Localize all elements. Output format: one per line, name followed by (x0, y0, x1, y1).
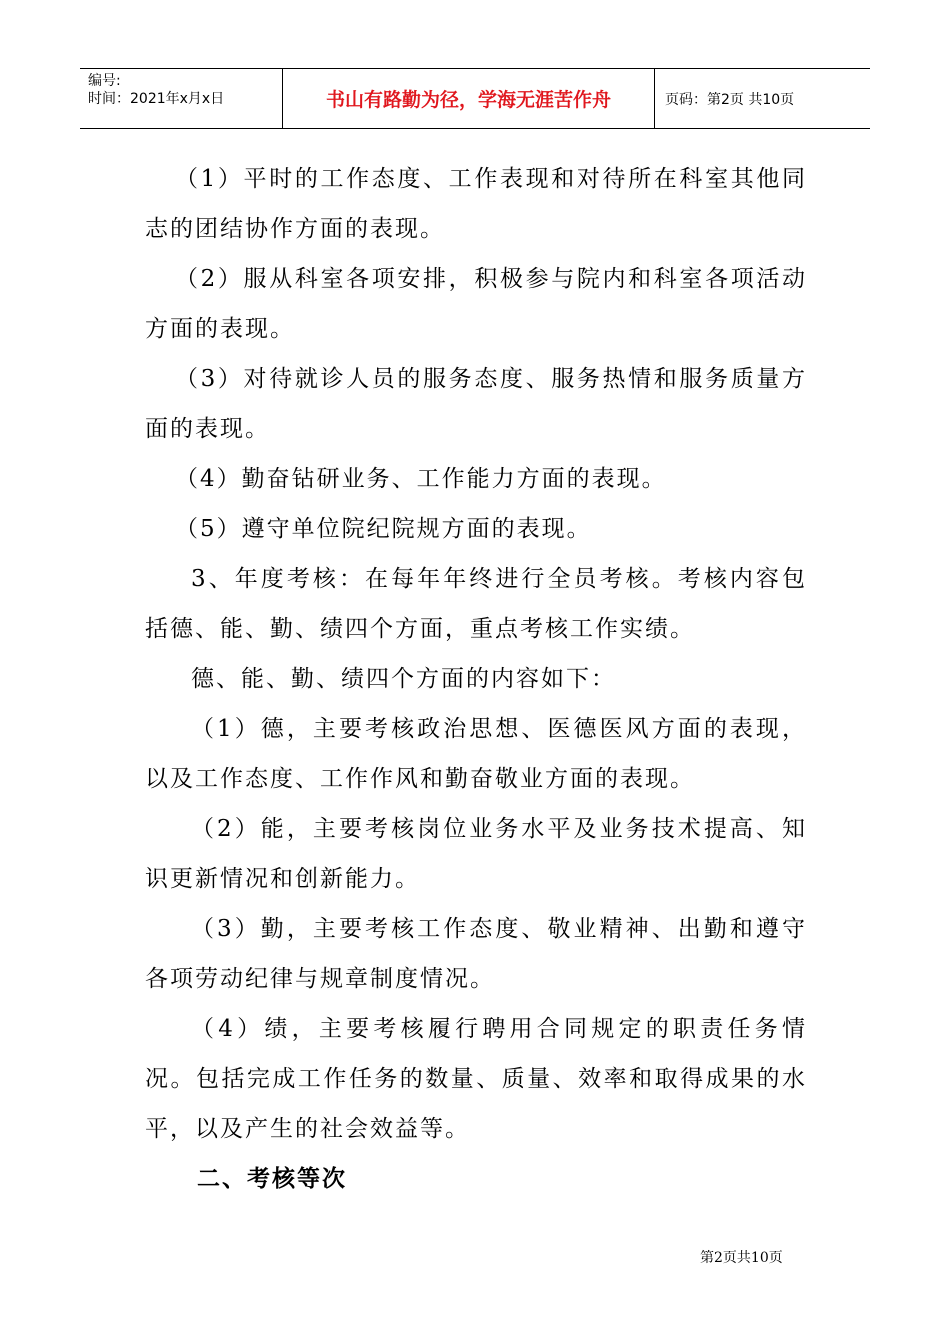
paragraph-5: （5）遵守单位院纪院规方面的表现。 (175, 516, 592, 542)
paragraph-8: （1）德，主要考核政治思想、医德医风方面的表现，以及工作态度、工作作风和勤奋敬业方面的表现。 (145, 716, 807, 792)
paragraph-6: 3、年度考核：在每年年终进行全员考核。考核内容包括德、能、勤、绩四个方面，重点考核工作实绩。 (145, 566, 807, 642)
paragraph-2: （2）服从科室各项安排，积极参与院内和科室各项活动方面的表现。 (145, 266, 807, 342)
paragraph-10: （3）勤，主要考核工作态度、敬业精神、出勤和遵守各项劳动纪律与规章制度情况。 (145, 916, 807, 992)
header-page-number: 页码：第2页 共10页 (665, 91, 795, 108)
paragraph-11: （4）绩，主要考核履行聘用合同规定的职责任务情况。包括完成工作任务的数量、质量、效率和取得成果的水平，以及产生的社会效益等。 (145, 1016, 807, 1142)
section-heading: 二、考核等次 (197, 1166, 347, 1192)
page-header (80, 68, 870, 129)
paragraph-3: （3）对待就诊人员的服务态度、服务热情和服务质量方面的表现。 (145, 366, 807, 442)
paragraph-9: （2）能，主要考核岗位业务水平及业务技术提高、知识更新情况和创新能力。 (145, 816, 807, 892)
paragraph-7: 德、能、勤、绩四个方面的内容如下： (191, 666, 616, 692)
document-number-label: 编号: (88, 73, 121, 89)
document-body (145, 154, 807, 1204)
header-motto: 书山有路勤为径，学海无涯苦作舟 (282, 69, 655, 128)
paragraph-1: （1）平时的工作态度、工作表现和对待所在科室其他同志的团结协作方面的表现。 (145, 166, 807, 242)
document-date: 时间：2021年x月x日 (88, 91, 225, 107)
header-meta (80, 69, 282, 128)
page-footer: 第2页共10页 (700, 1250, 783, 1266)
paragraph-4: （4）勤奋钻研业务、工作能力方面的表现。 (175, 466, 667, 492)
